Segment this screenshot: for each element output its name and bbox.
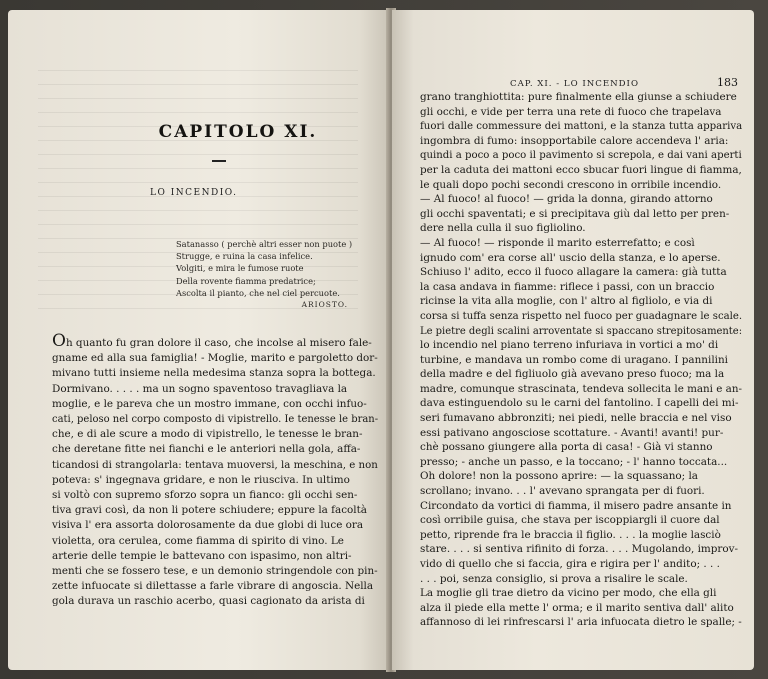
running-head-title: CAP. XI. - LO INCENDIO <box>510 79 639 89</box>
text-line: Le pietre degli scalini arroventate si spaccano strepitosamente: <box>420 324 743 337</box>
text-line: poteva: s' ingegnava gridare, e non le riusciva. In ultimo <box>52 473 350 486</box>
text-line: alza il piede ella mette l' orma; e il marito sentiva dall' alito <box>420 601 734 614</box>
text-line-content: h quanto fu gran dolore il caso, che incolse al misero fale- <box>65 337 372 349</box>
text-line: . . . poi, senza consiglio, si prova a risalire le scale. <box>420 572 688 585</box>
text-line: moglie, e le pareva che un mostro immane, con occhi infuo- <box>52 397 367 410</box>
text-line: corsa si tuffa senza rispetto nel fuoco per guadagnare le scale. <box>420 309 743 322</box>
text-line: Schiuso l' adito, ecco il fuoco allagare la camera: già tutta <box>420 266 727 279</box>
page-number: 183 <box>717 76 738 89</box>
epigraph-lines <box>176 238 376 299</box>
text-line: turbine, e mandava un rombo come di uragano. I pannilini <box>420 353 728 366</box>
text-line: Oh dolore! non la possono aprire: — la squassano; la <box>420 470 699 483</box>
epigraph-author: ARIOSTO. <box>301 300 348 310</box>
text-line: petto, riprende fra le braccia il figlio. . . . la moglie lasciò <box>420 528 721 541</box>
text-line: vido di quello che si faccia, gira e rigira per l' andito; . . . <box>420 558 720 570</box>
text-line: si voltò con supremo sforzo sopra un fianco: gli occhi sen- <box>52 489 358 502</box>
text-line: la casa andava in fiamme: riflece i passi, con un braccio <box>420 280 715 293</box>
text-line: lo incendio nel piano terreno infuriava in vortici a mo' di <box>420 339 719 352</box>
text-line: — Al fuoco! al fuoco! — grida la donna, girando attorno <box>420 193 713 206</box>
text-line: ignudo com' era corse all' uscio della stanza, e lo aperse. <box>420 251 721 264</box>
text-line: ricinse la vita alla moglie, con l' altro al figliolo, e via di <box>420 295 713 308</box>
text-line: fuori dalle commessure dei mattoni, e la stanza tutta appariva <box>420 120 743 133</box>
text-line: arterie delle tempie le battevano con ispasimo, non altri- <box>52 549 352 562</box>
left-body-text <box>52 331 379 610</box>
text-line: — Al fuoco! — risponde il marito esterrefatto; e così <box>420 236 695 249</box>
text-line: cati, peloso nel corpo composto di vipistrello. Ie tenesse le bran- <box>52 413 379 426</box>
text-line: chè possano giungere alla porta di casa! - Già vi stanno <box>420 441 713 454</box>
text-line: presso; - anche un passo, e la toccano; - l' hanno toccata... <box>420 455 728 468</box>
text-line: essi pativano angosciose scottature. - Avanti! avanti! pur- <box>420 426 724 439</box>
text-line: gola durava un raschio acerbo, quasi cagionato da arista di <box>52 595 365 608</box>
text-line: che, e di ale scure a modo di vipistrello, le tenesse le bran- <box>52 428 363 441</box>
text-line: Dormivano. . . . . ma un sogno spaventoso travagliava la <box>52 382 348 395</box>
epigraph-line: Satanasso ( perchè altri esser non puote ) <box>176 239 353 249</box>
text-line: grano tranghiottita: pure finalmente ella giunse a schiudere <box>420 91 737 103</box>
text-line: La moglie gli trae dietro da vicino per modo, che ella gli <box>420 587 717 600</box>
epigraph-line: Volgiti, e mira le fumose ruote <box>176 263 304 274</box>
text-line: violetta, ora cerulea, come fiamma di spirito di vino. Le <box>52 534 344 547</box>
text-line: scrollano; invano. . . l' avevano sprangata per di fuori. <box>420 485 705 498</box>
text-line: madre, comunque strascinata, tendeva sollecita le mani e an- <box>420 382 742 395</box>
chapter-subtitle: LO INCENDIO. <box>150 188 238 198</box>
text-line: per la caduta dei mattoni ecco sbucar fuori lingue di fiamma, <box>420 163 742 176</box>
text-line: visiva l' era assorta dolorosamente da due globi di luce ora <box>52 519 364 532</box>
epigraph-line: Ascolta il pianto, che nel ciel percuote. <box>176 287 340 298</box>
text-line: gli occhi spaventati; e si precipitava giù dal letto per pren- <box>420 207 730 220</box>
text-line: Circondato da vortici di fiamma, il misero padre ansante in <box>420 499 732 512</box>
text-line: ticandosi di strangolarla: tentava muoversi, la meschina, e non <box>52 458 378 471</box>
text-line: zette infuocate si dilettasse a farle vibrare di angoscia. Nella <box>52 580 374 593</box>
text-line: della madre e del figliuolo già avevano preso fuoco; ma la <box>420 368 725 381</box>
text-line: mivano tutti insieme nella medesima stanza sopra la bottega. <box>52 367 376 380</box>
text-line: quindi a poco a poco il pavimento si screpola, e dai vani aperti <box>420 149 742 162</box>
text-line: gli occhi, e vide per terra una rete di fuoco che trapelava <box>420 105 722 118</box>
right-page <box>392 10 754 670</box>
running-head <box>510 76 738 89</box>
text-line: dere nella culla il suo figliolino. <box>420 222 586 235</box>
drop-cap: O <box>52 331 66 351</box>
text-line: menti che se fossero tese, e un demonio stringendole con pin- <box>52 565 378 578</box>
epigraph-line: Strugge, e ruina la casa infelice. <box>176 251 313 262</box>
epigraph <box>176 238 376 311</box>
title-rule <box>212 160 226 162</box>
text-line: affannoso di lei rinfrescarsi l' aria infuocata dietro le spalle; - <box>420 616 742 629</box>
text-line: che deretane fitte nei fianchi e le anteriori nella gola, affa- <box>52 443 361 456</box>
text-line: così orribile guisa, che stava per iscoppiargli il cuore dal <box>420 514 720 527</box>
text-line: stare. . . . si sentiva rifinito di forza. . . . Mugolando, improv- <box>420 543 739 556</box>
text-line: seri fumavano abbronziti; nei piedi, nelle braccia e nel viso <box>420 412 732 425</box>
text-line: gname ed alla sua famiglia! - Moglie, marito e pargoletto dor- <box>52 352 378 365</box>
text-line <box>52 331 378 351</box>
text-line: tiva gravi così, da non li potere schiudere; eppure la facoltà <box>52 504 367 517</box>
text-line: dava estinguendolo su le carni del fantolino. I capelli dei mi- <box>420 397 739 410</box>
text-line: ingombra di fumo: insopportabile calore accendeva l' aria: <box>420 134 729 147</box>
chapter-title: CAPITOLO XI. <box>158 122 318 142</box>
epigraph-line: Della rovente fiamma predatrice; <box>176 275 316 286</box>
text-line: le quali dopo pochi secondi crescono in orribile incendio. <box>420 178 722 191</box>
left-page <box>8 10 390 670</box>
right-body-text <box>420 90 743 630</box>
